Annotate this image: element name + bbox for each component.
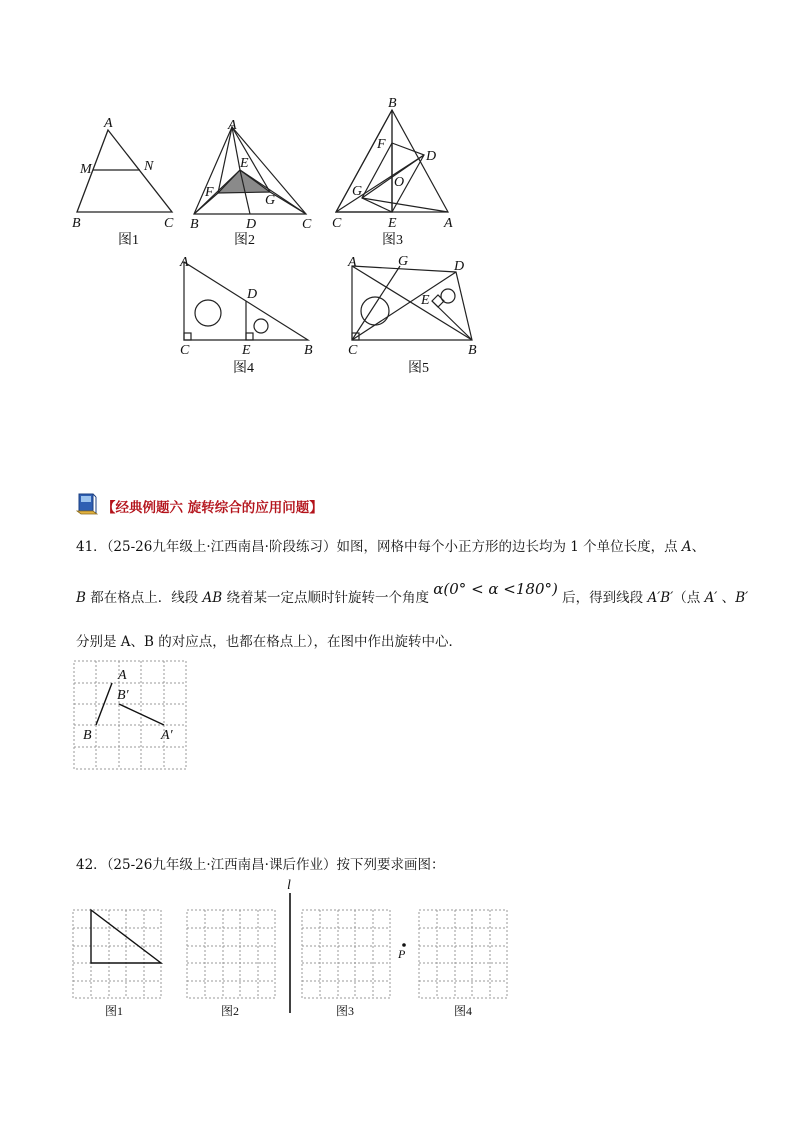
- fig5-label-B: B: [468, 343, 477, 358]
- fig1-label-C: C: [164, 216, 174, 231]
- section-header: [76, 490, 726, 522]
- fig3-label-B: B: [388, 96, 397, 111]
- figure-2-triangle: [194, 127, 306, 214]
- q42-caption-4: 图4: [454, 1004, 473, 1018]
- fig1-caption: 图1: [118, 233, 139, 248]
- fig5-label-C: C: [348, 343, 358, 358]
- fig3-label-O: O: [394, 175, 405, 190]
- q41-point-A: A: [681, 539, 692, 555]
- fig1-label-B: B: [72, 216, 81, 231]
- q42-grid-4: [419, 910, 507, 998]
- fig3-caption: 图3: [382, 233, 403, 248]
- fig2-label-D: D: [246, 217, 257, 232]
- q41-text-2b: 绕着某一定点顺时针旋转一个角度: [222, 590, 434, 606]
- q42-grid-2: [187, 910, 275, 998]
- q41-segment-A-prime-B-prime: A′B′: [647, 590, 674, 606]
- fig1-label-N: N: [144, 159, 154, 174]
- q41-text-2c: 后，得到线段: [557, 590, 648, 606]
- q42-source: （25-26九年级上·江西南昌·课后作业）: [106, 857, 337, 873]
- q42-text: 按下列要求画图：: [336, 857, 445, 873]
- book-icon: [76, 492, 98, 516]
- q41-point-B-prime: B′: [735, 590, 749, 606]
- q41-number: 41．: [76, 539, 107, 555]
- fig2-label-E: E: [240, 156, 249, 171]
- fig5-label-A: A: [348, 255, 357, 270]
- q41-point-B: B: [76, 590, 86, 606]
- q42-point-P-label: P: [398, 947, 406, 961]
- q41-source: （25-26九年级上·江西南昌·阶段练习）: [106, 539, 337, 555]
- fig2-label-C: C: [302, 217, 312, 232]
- q41-line1: [76, 537, 705, 557]
- fig3-label-C: C: [332, 216, 342, 231]
- q41-grid-figure: [68, 655, 198, 775]
- fig2-label-A: A: [228, 118, 237, 133]
- fig1-label-A: A: [104, 116, 113, 131]
- q41-grid-label-B-prime: B′: [117, 688, 129, 703]
- q42-number: 42．: [76, 857, 107, 873]
- fig1-label-M: M: [80, 162, 92, 177]
- q41-text-2e: 、: [717, 590, 736, 606]
- q41-angle: α(0° < α <180°): [433, 580, 558, 598]
- fig2-caption: 图2: [234, 233, 255, 248]
- q42-grid-3: [302, 910, 390, 998]
- fig4-label-E: E: [242, 343, 251, 358]
- fig3-label-D: D: [426, 149, 437, 164]
- fig4-label-C: C: [180, 343, 190, 358]
- fig2-label-G: G: [265, 193, 276, 208]
- q41-text-2a: 都在格点上．线段: [85, 590, 203, 606]
- q41-line3: [76, 632, 462, 652]
- fig4-label-A: A: [180, 255, 189, 270]
- q41-segment-AB: AB: [202, 590, 223, 606]
- fig5-label-G: G: [398, 254, 409, 269]
- q42-caption-2: 图2: [221, 1004, 240, 1018]
- fig4-caption: 图4: [233, 361, 254, 376]
- q41-grid-label-A-prime: A′: [161, 728, 173, 743]
- fig5-caption: 图5: [408, 361, 429, 376]
- q41-line1-end: 、: [691, 539, 706, 555]
- top-figures: [0, 0, 800, 400]
- fig2-label-B: B: [190, 217, 199, 232]
- fig4-label-D: D: [247, 287, 258, 302]
- fig3-label-A: A: [444, 216, 453, 231]
- q41-text-2d: （点: [673, 590, 705, 606]
- fig4-label-B: B: [304, 343, 313, 358]
- fig5-label-D: D: [454, 259, 465, 274]
- fig3-label-E: E: [388, 216, 397, 231]
- q42-line-l-label: l: [287, 878, 291, 893]
- q41-line2: [76, 580, 749, 608]
- q41-grid-label-A: A: [118, 668, 127, 683]
- fig3-label-F: F: [377, 137, 386, 152]
- q41-text-1: 如图，网格中每个小正方形的边长均为 1 个单位长度，点: [336, 539, 678, 555]
- q42-line1: [76, 855, 444, 875]
- q42-caption-3: 图3: [336, 1004, 355, 1018]
- figure-4-right-triangle: [184, 262, 308, 340]
- q42-grid-1: [73, 910, 161, 998]
- q41-text-3: 分别是 A、B 的对应点，也都在格点上），在图中作出旋转中心．: [76, 634, 463, 650]
- fig2-label-F: F: [205, 185, 214, 200]
- q42-caption-1: 图1: [105, 1004, 124, 1018]
- figure-5-quadrilateral: [352, 266, 472, 340]
- fig3-label-G: G: [352, 184, 363, 199]
- fig5-label-E: E: [421, 293, 430, 308]
- q41-grid-label-B: B: [83, 728, 92, 743]
- q41-point-A-prime: A′: [704, 590, 718, 606]
- section-title: 【经典例题六 旋转综合的应用问题】: [102, 500, 323, 516]
- q42-figures: [0, 875, 800, 1025]
